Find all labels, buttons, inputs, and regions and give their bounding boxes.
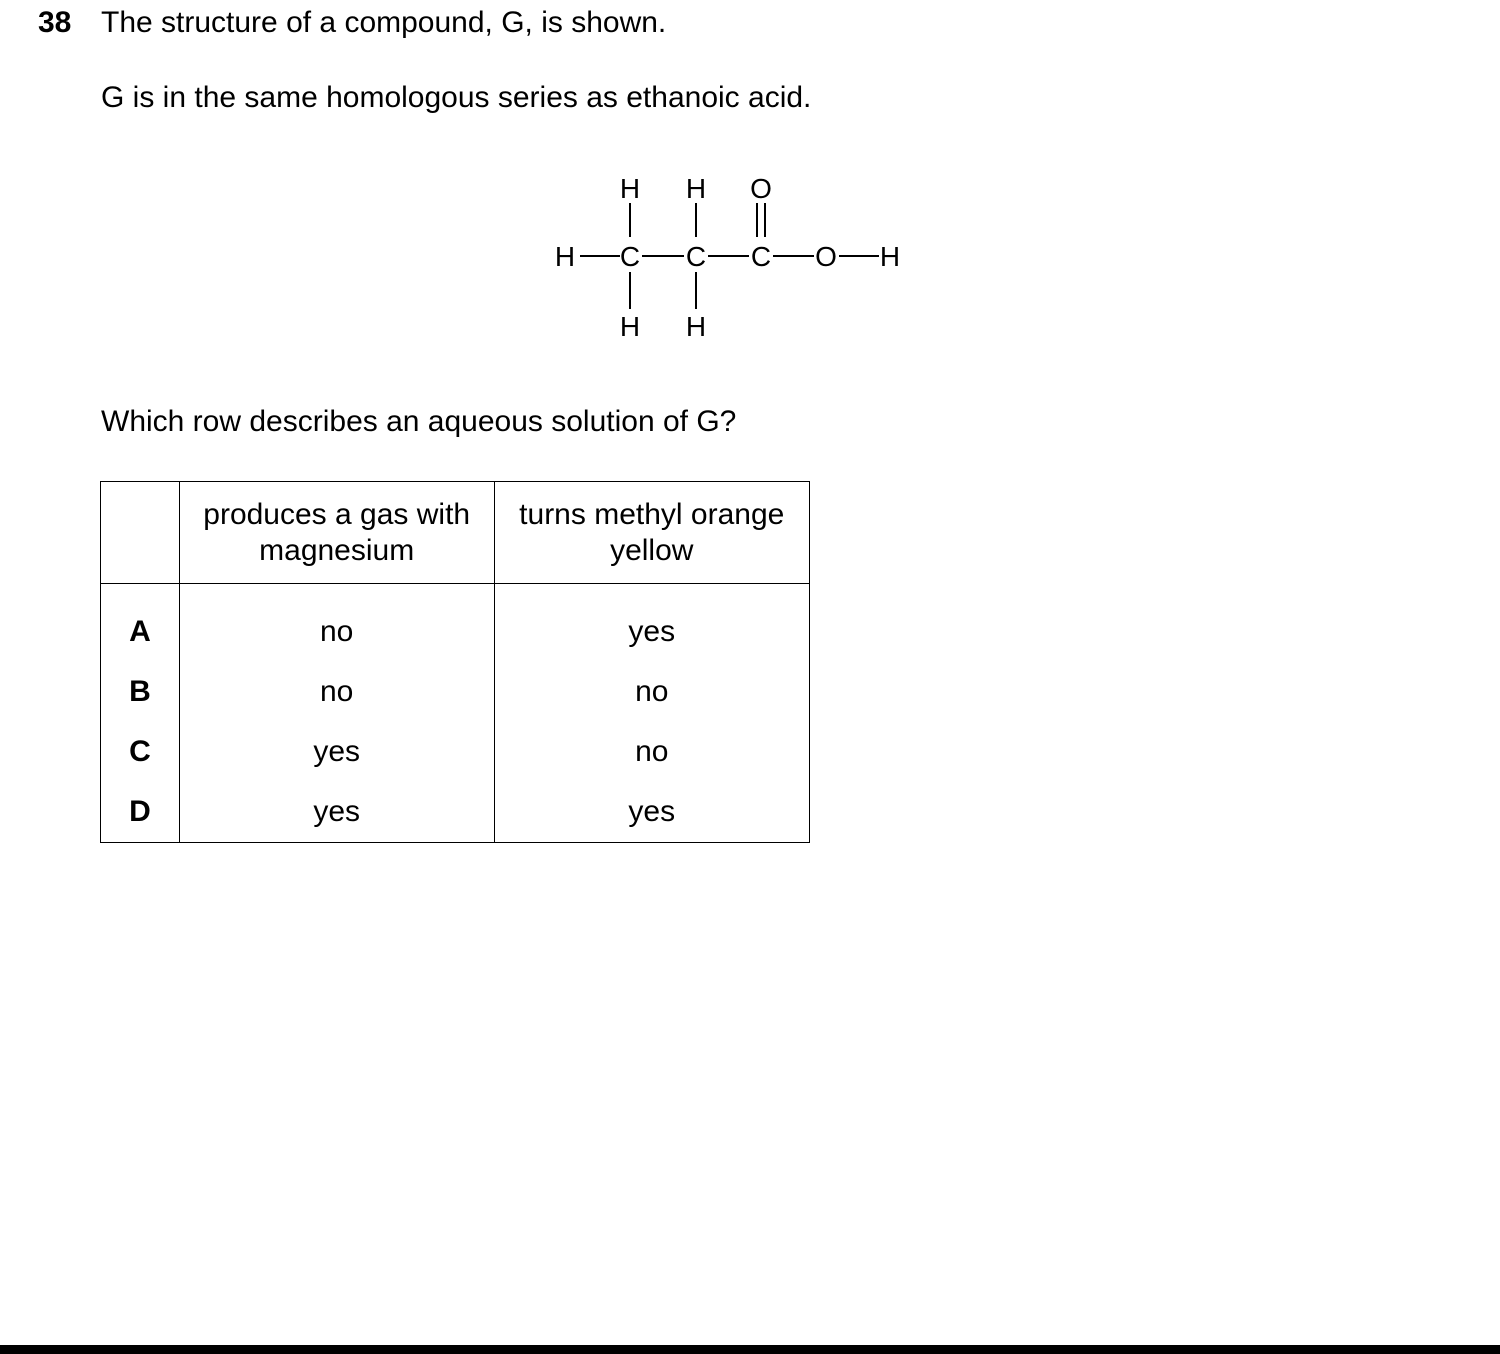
header-gas-line2: magnesium <box>259 533 415 567</box>
gas-with-magnesium-cell: no <box>179 662 494 722</box>
question-prompt: Which row describes an aqueous solution of G? <box>101 405 737 438</box>
methyl-orange-cell: no <box>494 722 810 782</box>
table-row-a[interactable] <box>101 584 810 663</box>
option-letter: D <box>101 782 180 843</box>
header-gas-line1: produces a gas with <box>203 497 471 531</box>
methyl-orange-cell: no <box>494 662 810 722</box>
header-methyl-orange <box>494 482 810 584</box>
atom-h-left: H <box>554 241 576 272</box>
page-footer-bar <box>0 1345 1500 1354</box>
question-intro: The structure of a compound, G, is shown. <box>101 6 667 39</box>
atom-o-single: O <box>815 241 837 272</box>
atom-c2: C <box>685 241 707 272</box>
header-gas-with-magnesium <box>179 482 494 584</box>
gas-with-magnesium-cell: no <box>179 584 494 663</box>
gas-with-magnesium-cell: yes <box>179 722 494 782</box>
methyl-orange-cell: yes <box>494 782 810 843</box>
option-letter: C <box>101 722 180 782</box>
homologous-series-statement: G is in the same homologous series as ethanoic acid. <box>101 81 812 114</box>
atom-h-right: H <box>879 241 901 272</box>
atom-o-double: O <box>750 173 772 204</box>
header-methyl-line2: yellow <box>610 533 694 567</box>
table-row-b[interactable] <box>101 662 810 722</box>
table-header-row <box>101 482 810 584</box>
header-blank <box>101 482 180 584</box>
answer-table <box>100 481 810 843</box>
atom-h-bottom2: H <box>685 311 707 342</box>
atom-c1: C <box>619 241 641 272</box>
question-number: 38 <box>38 6 72 39</box>
atom-h-top2: H <box>685 173 707 204</box>
atom-c3: C <box>750 241 772 272</box>
gas-with-magnesium-cell: yes <box>179 782 494 843</box>
option-letter: A <box>101 584 180 663</box>
methyl-orange-cell: yes <box>494 584 810 663</box>
option-letter: B <box>101 662 180 722</box>
table-row-d[interactable] <box>101 782 810 843</box>
atom-h-bottom1: H <box>619 311 641 342</box>
atom-h-top1: H <box>619 173 641 204</box>
header-methyl-line1: turns methyl orange <box>519 497 785 531</box>
table-row-c[interactable] <box>101 722 810 782</box>
structural-formula <box>540 165 920 345</box>
